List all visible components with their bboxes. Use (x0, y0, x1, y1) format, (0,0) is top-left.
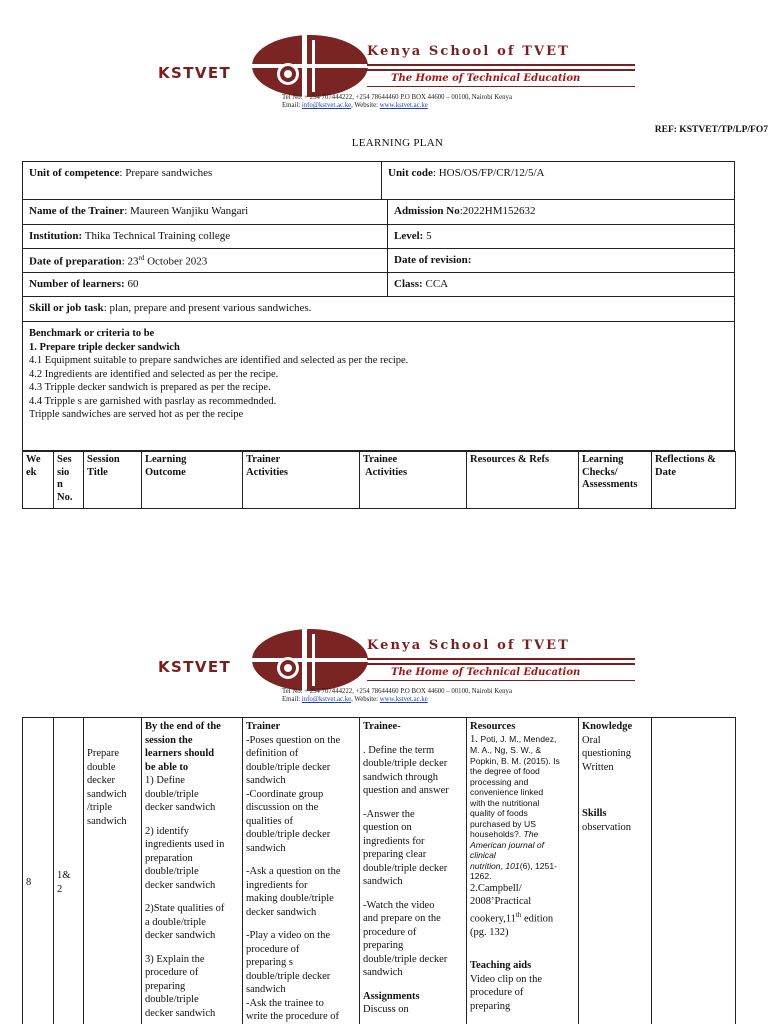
contact-line: Tel No: + 254 707444222, +254 78644460 P.O BOX 44600 – 00100, Nairobi Kenya (282, 688, 512, 695)
website-link[interactable]: www.kstvet.ac.ke (379, 102, 428, 109)
divider (367, 86, 635, 87)
institution-value: Thika Technical Training college (82, 230, 231, 242)
reference-2: 2.Campbell/ 2008’Practical cookery,11th edition (pg. 132) (470, 882, 554, 938)
assignments-heading: Assignments (363, 990, 420, 1002)
class-label: Class: (394, 278, 423, 290)
letterhead (155, 628, 635, 718)
revision-cell (388, 249, 734, 272)
divider (367, 663, 635, 665)
kstvet-logo-icon (250, 628, 370, 692)
reference-1: 1. Poti, J. M., Mendez, M. A., Ng, S. W., & Popkin, B. M. (2015). Is the degree of food processing and convenience linked with the nutritional quality of foods purchased by US households?. The American journal of clinical nutrition, 101(6), 1251- 1262. (470, 733, 560, 881)
admission-value: :2022HM152632 (459, 205, 536, 217)
benchmark-subheading: 1. Prepare triple decker sandwich (29, 341, 180, 353)
benchmark-item: 4.4 Tripple s are garnished with pasrlay as recommednded. (29, 395, 277, 407)
column-session-title: Session Title (84, 452, 142, 509)
learning-outcome-cell: By the end of the session the learners should be able to 1) Define double/triple decker sandwich 2) identify ingredients used in preparation double/triple decker sandwich 2)State qualities of a double/triple decker sandwich 3) Explain the procedure of preparing double/triple decker sandwich (142, 718, 243, 1024)
class-value: CCA (422, 278, 449, 290)
email-label: Email: (282, 696, 302, 703)
kstvet-wordmark: KSTVET (158, 64, 232, 82)
website-link[interactable]: www.kstvet.ac.ke (379, 696, 428, 703)
skill-label: Skill or job task (29, 302, 104, 314)
unit-label: Unit of competence (29, 167, 120, 179)
class-cell (388, 273, 734, 296)
admission-label: Admission No (394, 205, 460, 217)
contact-info (282, 94, 512, 110)
skill-cell (23, 297, 734, 321)
learning-checks-cell: Knowledge Oral questioning Written Skills observation (579, 718, 652, 1024)
info-row-institution (22, 224, 735, 248)
contact-links (282, 696, 512, 704)
column-learning-checks: Learning Checks/ Assessments (579, 452, 652, 509)
divider (367, 658, 635, 660)
column-week: We ek (23, 452, 54, 509)
school-tagline: The Home of Technical Education (391, 667, 581, 678)
page-title: LEARNING PLAN (351, 137, 444, 149)
info-row-date (22, 248, 735, 272)
info-row-skill (22, 296, 735, 321)
trainer-label: Name of the Trainer (29, 205, 125, 217)
date-label: Date of preparation (29, 255, 122, 268)
column-learning-outcome: Learning Outcome (142, 452, 243, 509)
session-table (22, 717, 736, 1024)
benchmark-section (22, 321, 735, 451)
learners-value: 60 (124, 278, 139, 290)
benchmark-item: 4.1 Equipment suitable to prepare sandwiches are identified and selected as per the recipe. (29, 355, 409, 366)
school-tagline: The Home of Technical Education (391, 73, 581, 84)
table-header-row (23, 452, 736, 509)
kstvet-logo-icon (250, 34, 370, 98)
email-label: Email: (282, 102, 302, 109)
divider (367, 680, 635, 681)
level-label: Level: (394, 230, 424, 242)
session-cell: 1& 2 (54, 718, 84, 1024)
unit-value: : Prepare sandwiches (119, 167, 213, 179)
contact-info (282, 688, 512, 704)
column-resources: Resources & Refs (467, 452, 579, 509)
date-suffix: rd (138, 254, 145, 262)
unit-cell (23, 162, 381, 199)
divider (367, 69, 635, 71)
date-month: October 2023 (144, 255, 208, 268)
level-value: 5 (423, 230, 432, 242)
website-label: , Website: (351, 696, 380, 703)
learners-cell (23, 273, 387, 296)
divider (367, 64, 635, 66)
benchmark-item: 4.3 Tripple decker sandwich is prepared as per the recipe. (29, 382, 271, 393)
unit-code-label: Unit code (388, 167, 433, 179)
column-trainer-activities: Trainer Activities (243, 452, 360, 509)
info-row-trainer (22, 199, 735, 224)
trainer-value: : Maureen Wanjiku Wangari (124, 205, 249, 217)
revision-label: Date of revision: (394, 254, 472, 266)
reflections-cell (652, 718, 736, 1024)
resources-cell: Resources 1. Poti, J. M., Mendez, M. A., Ng, S. W., & Popkin, B. M. (2015). Is the degree of food processing and convenience linked with the nutritional quality of foods purchased by US households?. The American journal of clinical nutrition, 101(6), 1251- 1262. 2.Campbell/ 2008’Practical cookery,11th edition (pg. 132) Teaching aids Video clip on the procedure of preparing (467, 718, 579, 1024)
institution-label: Institution: (29, 230, 83, 242)
info-row-unit (22, 161, 735, 199)
email-link[interactable]: info@kstvet.ac.ke (301, 696, 352, 703)
website-label: , Website: (351, 102, 380, 109)
skill-value: : plan, prepare and present various sandwiches. (103, 302, 312, 314)
contact-line: Tel No: + 254 707444222, +254 78644460 P.O BOX 44600 – 00100, Nairobi Kenya (282, 94, 512, 101)
school-name: Kenya School of TVET (367, 638, 570, 653)
trainer-cell (23, 200, 387, 224)
trainee-activities-cell: Trainee- . Define the term double/triple decker sandwich through question and answer -Answer the question on ingredients for preparing clear double/triple decker sandwich -Watch the video and prepare on the procedure of preparing double/triple decker sandwich Assignments Discuss on (360, 718, 467, 1024)
plan-header-table (22, 451, 736, 509)
benchmark-heading: Benchmark or criteria to be (29, 328, 155, 339)
teaching-aids-heading: Teaching aids (470, 960, 532, 971)
admission-cell (388, 200, 734, 224)
contact-links (282, 102, 512, 110)
kstvet-wordmark: KSTVET (158, 658, 232, 676)
learners-label: Number of learners: (29, 278, 125, 290)
email-link[interactable]: info@kstvet.ac.ke (301, 102, 352, 109)
table-row (23, 718, 736, 1024)
info-row-learners (22, 272, 735, 296)
column-session: Ses sio n No. (54, 452, 84, 509)
school-name: Kenya School of TVET (367, 44, 570, 59)
benchmark-item: 4.2 Ingredients are identified and selected as per the recipe. (29, 368, 279, 380)
letterhead (155, 34, 635, 124)
session-title-cell: Prepare double decker sandwich /triple sandwich (84, 718, 142, 1024)
unit-code-cell (382, 162, 734, 199)
column-trainee-activities: Trainee Activities (360, 452, 467, 509)
week-cell: 8 (23, 718, 54, 1024)
date-cell (23, 249, 387, 272)
unit-code-value: : HOS/OS/FP/CR/12/5/A (432, 167, 545, 179)
date-value: : 23 (121, 255, 139, 268)
trainer-activities-cell: Trainer -Poses question on the definition of double/triple decker sandwich -Coordinate group discussion on the qualities of double/triple decker sandwich -Ask a question on the ingredients for making double/triple decker sandwich -Play a video on the procedure of preparing s double/triple decker sandwich -Ask the trainee to write the procedure of (243, 718, 360, 1024)
institution-cell (23, 225, 387, 248)
column-reflections: Reflections & Date (652, 452, 736, 509)
level-cell (388, 225, 734, 248)
document-reference: REF: KSTVET/TP/LP/FO7 (654, 125, 768, 135)
benchmark-item: Tripple sandwiches are served hot as per the recipe (29, 409, 244, 420)
